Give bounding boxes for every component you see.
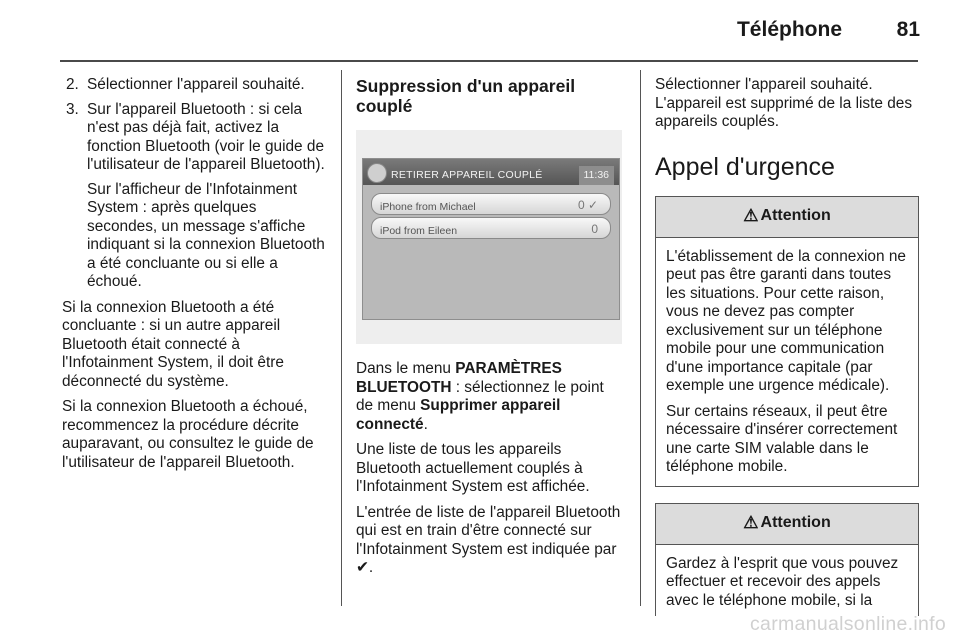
device-status-icons: 0 [591, 222, 598, 236]
column-2 [356, 76, 622, 585]
device-status-icons: 0 ✓ [577, 198, 598, 212]
screen-title-bar [363, 159, 619, 185]
paragraph: Sur certains réseaux, il peut être nécessaire d'insérer correctement une carte SIM valable dans le téléphone mobile. [666, 402, 898, 475]
page-number: 81 [896, 18, 920, 41]
warning-heading-text: Attention [760, 207, 831, 225]
warning-heading-text: Attention [760, 514, 831, 532]
header-rule [60, 60, 918, 62]
column-divider-1 [341, 70, 342, 606]
section-title: Suppression d'un appareil couplé [356, 76, 576, 116]
step-sub-text: Sur l'afficheur de l'Infotainment System : après quelques secondes, un message s'affiche indiquant si la connexion Bluetooth a été concluante ou si elle a échoué. [87, 180, 325, 290]
device-name: iPod from Eileen [380, 225, 458, 237]
paragraph [356, 360, 622, 434]
menu-item-name: Supprimer appareil connecté [356, 397, 561, 433]
column-divider-2 [640, 70, 641, 606]
step-3 [62, 101, 328, 292]
step-number: 3. [66, 100, 79, 118]
paragraph: Si la connexion Bluetooth a échoué, recommencez la procédure décrite auparavant, ou consultez le guide de l'utilisateur de l'appareil Bluetooth. [62, 398, 314, 471]
text-run: Dans le menu [356, 360, 456, 377]
device-item[interactable] [371, 217, 611, 239]
warning-triangle-icon: ⚠ [743, 206, 759, 226]
warning-box [655, 503, 919, 616]
step-text: Sur l'appareil Bluetooth : si cela n'est pas déjà fait, activez la fonction Bluetooth (voir le guide de l'utilisateur de l'appareil Bluetooth). [87, 100, 325, 173]
screen-title: RETIRER APPAREIL COUPLÉ [391, 169, 543, 181]
step-text: Sélectionner l'appareil souhaité. [87, 76, 305, 93]
warning-heading [656, 197, 918, 238]
page-header-title: Téléphone [736, 18, 842, 41]
paragraph: Sélectionner l'appareil souhaité. L'appareil est supprimé de la liste des appareils couplés. [655, 76, 913, 130]
text-run: . [423, 415, 428, 433]
infotainment-screenshot [356, 130, 622, 344]
phone-icon [367, 163, 387, 183]
paragraph: Gardez à l'esprit que vous pouvez effectuer et recevoir des appels avec le téléphone mobile, si la [666, 554, 899, 609]
warning-body [656, 545, 918, 616]
column-3 [655, 76, 921, 632]
paragraph: Si la connexion Bluetooth a été concluante : si un autre appareil Bluetooth était connecté à l'Infotainment System, il doit être déconnecté du système. [62, 298, 284, 390]
device-item[interactable] [371, 193, 611, 215]
step-number: 2. [66, 76, 79, 93]
watermark: carmanualsonline.info [750, 613, 946, 635]
paragraph: L'établissement de la connexion ne peut pas être garanti dans toutes les situations. Pour cette raison, vous ne devez pas compter exclusivement sur un téléphone mobile pour une communication d'une importance capitale (par exemple une urgence médicale). [666, 247, 906, 394]
warning-triangle-icon: ⚠ [743, 513, 759, 533]
device-name: iPhone from Michael [380, 201, 476, 213]
step-2 [62, 76, 328, 95]
paragraph: Une liste de tous les appareils Bluetooth actuellement couplés à l'Infotainment System est affichée. [356, 441, 590, 495]
screen-time: 11:36 [579, 166, 615, 185]
section-title: Appel d'urgence [655, 152, 835, 181]
text-run: : sélectionnez le point de menu [356, 378, 604, 414]
paragraph: L'entrée de liste de l'appareil Bluetooth qui est en train d'être connecté sur l'Infotainment System est indiquée par ✔. [356, 503, 621, 576]
steps-list [62, 76, 328, 292]
menu-name: PARAMÈTRES BLUETOOTH [356, 360, 562, 396]
warning-box [655, 196, 919, 487]
column-1 [62, 76, 328, 479]
screen-display [362, 158, 620, 320]
warning-body [656, 238, 918, 486]
warning-heading [656, 504, 918, 545]
